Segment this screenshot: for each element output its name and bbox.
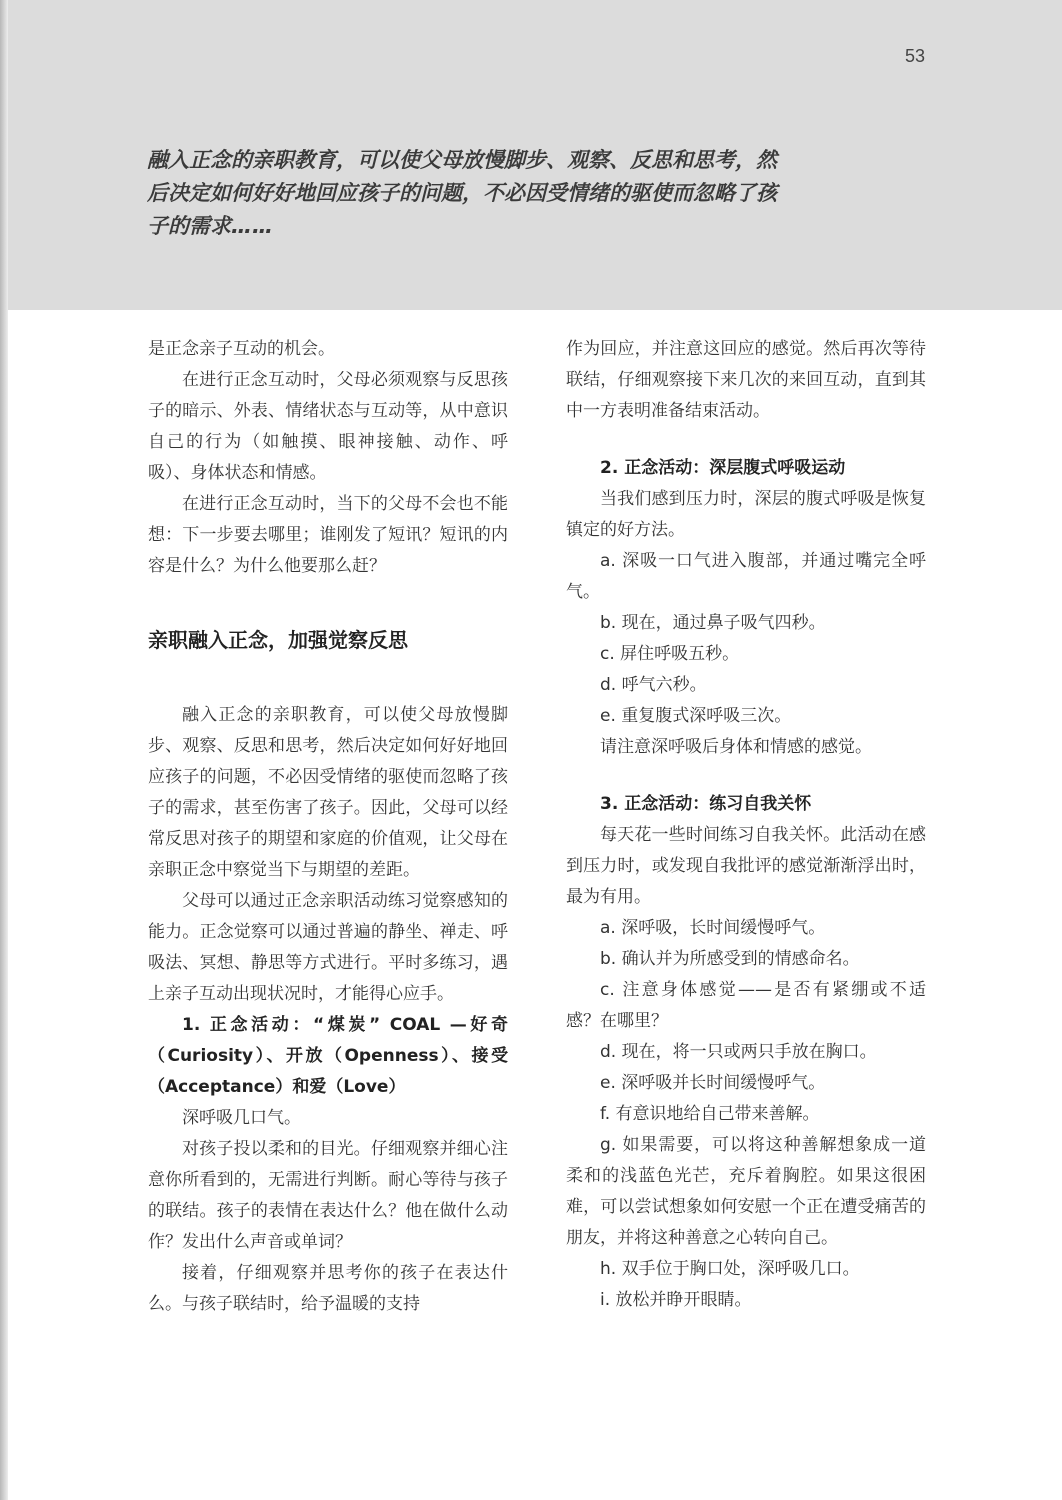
list-item: a. 深呼吸，长时间缓慢呼气。 bbox=[600, 918, 826, 938]
list-item: d. 呼气六秒。 bbox=[600, 675, 707, 695]
list-item: h. 双手位于胸口处，深呼吸几口。 bbox=[600, 1259, 860, 1279]
list-item: e. 深呼吸并长时间缓慢呼气。 bbox=[600, 1073, 826, 1093]
paragraph: 是正念亲子互动的机会。 bbox=[148, 339, 335, 359]
paragraph: 请注意深呼吸后身体和情感的感觉。 bbox=[600, 737, 872, 757]
left-column bbox=[148, 334, 508, 1320]
right-column bbox=[566, 334, 926, 1316]
section-heading: 亲职融入正念，加强觉察反思 bbox=[148, 628, 408, 652]
paragraph: 每天花一些时间练习自我关怀。此活动在感到压力时，或发现自我批评的感觉渐渐浮出时，最为有用。 bbox=[566, 825, 926, 907]
paragraph: 接着，仔细观察并思考你的孩子在表达什么。与孩子联结时，给予温暖的支持 bbox=[148, 1263, 508, 1314]
paragraph: 父母可以通过正念亲职活动练习觉察感知的能力。正念觉察可以通过普遍的静坐、禅走、呼吸法、冥想、静思等方式进行。平时多练习，遇上亲子互动出现状况时，才能得心应手。 bbox=[148, 891, 508, 1004]
list-item: d. 现在，将一只或两只手放在胸口。 bbox=[600, 1042, 877, 1062]
list-item: e. 重复腹式深呼吸三次。 bbox=[600, 706, 792, 726]
page-number: 53 bbox=[904, 46, 925, 66]
paragraph: 在进行正念互动时，父母必须观察与反思孩子的暗示、外表、情绪状态与互动等，从中意识自己的行为（如触摸、眼神接触、动作、呼吸）、身体状态和情感。 bbox=[148, 370, 508, 483]
list-item: b. 现在，通过鼻子吸气四秒。 bbox=[600, 613, 826, 633]
activity-heading: 3. 正念活动：练习自我关怀 bbox=[600, 794, 812, 814]
paragraph: 当我们感到压力时，深层的腹式呼吸是恢复镇定的好方法。 bbox=[566, 489, 926, 540]
list-item: f. 有意识地给自己带来善解。 bbox=[600, 1104, 820, 1124]
list-item: b. 确认并为所感受到的情感命名。 bbox=[600, 949, 860, 969]
paragraph: 作为回应，并注意这回应的感觉。然后再次等待联结，仔细观察接下来几次的来回互动，直到其中一方表明准备结束活动。 bbox=[566, 339, 926, 421]
list-item: c. 注意身体感觉——是否有紧绷或不适感？在哪里？ bbox=[566, 980, 926, 1031]
page-edge-shadow bbox=[0, 0, 8, 1500]
list-item: a. 深吸一口气进入腹部，并通过嘴完全呼气。 bbox=[566, 551, 926, 602]
paragraph: 深呼吸几口气。 bbox=[182, 1108, 301, 1128]
pull-quote: 融入正念的亲职教育，可以使父母放慢脚步、观察、反思和思考，然后决定如何好好地回应孩子的问题，不必因受情绪的驱使而忽略了孩子的需求…… bbox=[147, 148, 777, 238]
paragraph: 对孩子投以柔和的目光。仔细观察并细心注意你所看到的，无需进行判断。耐心等待与孩子的联结。孩子的表情在表达什么？他在做什么动作？发出什么声音或单词？ bbox=[148, 1139, 508, 1252]
list-item: g. 如果需要，可以将这种善解想象成一道柔和的浅蓝色光芒，充斥着胸腔。如果这很困难，可以尝试想象如何安慰一个正在遭受痛苦的朋友，并将这种善意之心转向自己。 bbox=[566, 1135, 926, 1248]
paragraph: 融入正念的亲职教育，可以使父母放慢脚步、观察、反思和思考，然后决定如何好好地回应孩子的问题，不必因受情绪的驱使而忽略了孩子的需求，甚至伤害了孩子。因此，父母可以经常反思对孩子的期望和家庭的价值观，让父母在亲职正念中察觉当下与期望的差距。 bbox=[148, 705, 508, 880]
paragraph: 在进行正念互动时，当下的父母不会也不能想：下一步要去哪里；谁刚发了短讯？短讯的内容是什么？为什么他要那么赶？ bbox=[148, 494, 508, 576]
activity-heading: 1. 正念活动：“煤炭” COAL —好奇（Curiosity）、开放（Openness）、接受（Acceptance）和爱（Love） bbox=[148, 1015, 508, 1097]
list-item: c. 屏住呼吸五秒。 bbox=[600, 644, 740, 664]
activity-heading: 2. 正念活动：深层腹式呼吸运动 bbox=[600, 458, 846, 478]
list-item: i. 放松并睁开眼睛。 bbox=[600, 1290, 752, 1310]
